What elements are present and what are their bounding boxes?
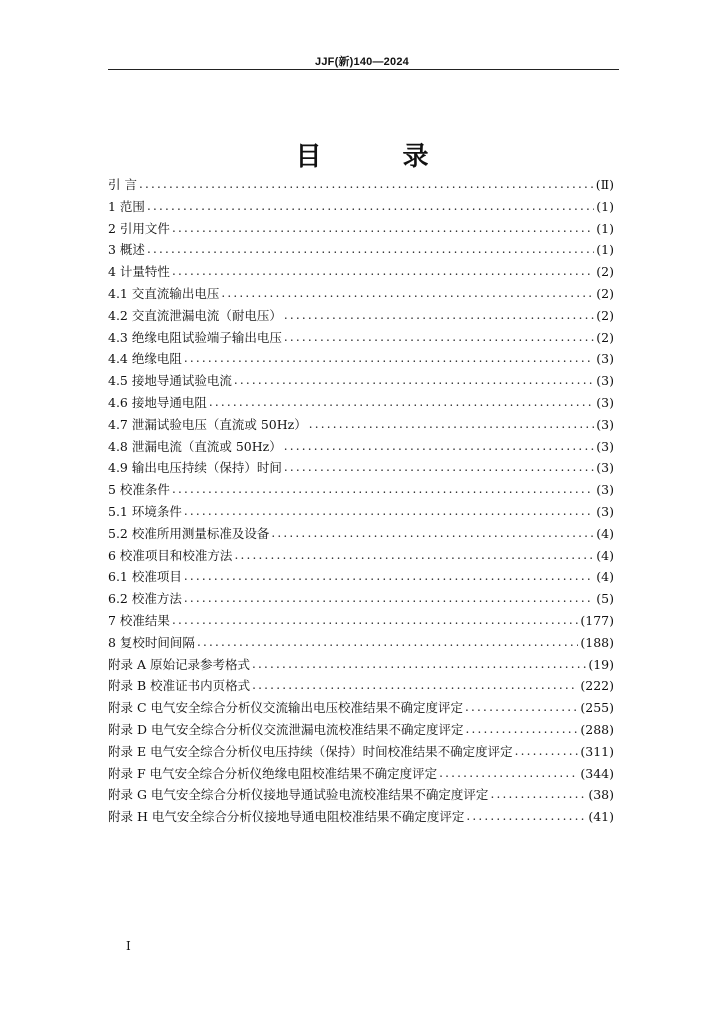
toc-entry-label: 4.5 接地导通试验电流	[108, 373, 232, 389]
toc-entry-label: 4.8 泄漏电流（直流或 50Hz）	[108, 438, 282, 454]
toc-entry[interactable]	[108, 348, 614, 370]
toc-entry-page: (2)	[596, 264, 614, 280]
toc-entry-label: 6 校准项目和校准方法	[108, 547, 233, 563]
toc-entry-page: (5)	[596, 591, 614, 607]
dot-leader	[465, 697, 578, 719]
dot-leader	[252, 654, 586, 676]
toc-entry-page: (3)	[596, 351, 614, 367]
dot-leader	[271, 523, 594, 545]
toc-entry-page: (2)	[596, 285, 614, 301]
toc-entry-label: 附录 G 电气安全综合分析仪接地导通试验电流校准结果不确定度评定	[108, 787, 489, 803]
toc-entry-page: (3)	[596, 503, 614, 519]
dot-leader	[184, 501, 594, 523]
toc-entry-label: 6.1 校准项目	[108, 569, 182, 585]
toc-entry[interactable]	[108, 218, 614, 240]
toc-entry[interactable]	[108, 545, 614, 567]
toc-entry-page: (3)	[596, 482, 614, 498]
toc-entry-label: 附录 B 校准证书内页格式	[108, 678, 251, 694]
toc-entry-label: 附录 C 电气安全综合分析仪交流输出电压校准结果不确定度评定	[108, 700, 464, 716]
dot-leader	[439, 763, 578, 785]
dot-leader	[515, 741, 579, 763]
toc-entry[interactable]	[108, 632, 614, 654]
toc-entry-label: 1 范围	[108, 198, 145, 214]
dot-leader	[147, 239, 594, 261]
toc-entry[interactable]	[108, 588, 614, 610]
toc-entry-page: (188)	[580, 634, 614, 650]
toc-entry-label: 5.1 环境条件	[108, 503, 182, 519]
toc-entry-label: 4.9 输出电压持续（保持）时间	[108, 460, 282, 476]
toc-entry[interactable]	[108, 261, 614, 283]
dot-leader	[284, 436, 595, 458]
toc-entry[interactable]	[108, 436, 614, 458]
toc-title: 目 录	[295, 142, 465, 172]
toc-entry[interactable]	[108, 283, 614, 305]
toc-entry-page: (177)	[580, 612, 614, 628]
toc-entry-label: 4.2 交直流泄漏电流（耐电压）	[108, 307, 282, 323]
toc-entry-label: 4.3 绝缘电阻试验端子输出电压	[108, 329, 282, 345]
dot-leader	[172, 261, 594, 283]
toc-entry[interactable]	[108, 610, 614, 632]
dot-leader	[252, 675, 578, 697]
toc-entry[interactable]	[108, 196, 614, 218]
toc-entry-page: (3)	[596, 416, 614, 432]
toc-entry[interactable]	[108, 457, 614, 479]
toc-entry[interactable]	[108, 741, 614, 763]
toc-entry[interactable]	[108, 697, 614, 719]
toc-entry[interactable]	[108, 392, 614, 414]
toc-entry-page: (Ⅱ)	[595, 177, 614, 192]
toc-entry-page: (19)	[588, 656, 614, 672]
dot-leader	[139, 174, 594, 196]
dot-leader	[284, 305, 594, 327]
toc-entry[interactable]	[108, 327, 614, 349]
toc-entry-label: 附录 H 电气安全综合分析仪接地导通电阻校准结果不确定度评定	[108, 809, 465, 825]
toc-entry[interactable]	[108, 784, 614, 806]
toc-entry-page: (4)	[596, 525, 614, 541]
toc-entry-page: (255)	[580, 700, 614, 716]
toc-entry-page: (288)	[580, 721, 614, 737]
toc-entry[interactable]	[108, 174, 614, 196]
toc-entry[interactable]	[108, 305, 614, 327]
dot-leader	[184, 348, 594, 370]
toc-entry[interactable]	[108, 239, 614, 261]
header-divider	[108, 69, 619, 70]
toc-entry-page: (1)	[596, 198, 614, 214]
toc-entry[interactable]	[108, 806, 614, 828]
toc-entry[interactable]	[108, 675, 614, 697]
toc-entry[interactable]	[108, 654, 614, 676]
toc-entry-label: 附录 F 电气安全综合分析仪绝缘电阻校准结果不确定度评定	[108, 765, 438, 781]
dot-leader	[172, 218, 594, 240]
dot-leader	[197, 632, 578, 654]
toc-entry[interactable]	[108, 763, 614, 785]
toc-entry-label: 6.2 校准方法	[108, 591, 182, 607]
dot-leader	[284, 327, 594, 349]
toc-entry-label: 附录 E 电气安全综合分析仪电压持续（保持）时间校准结果不确定度评定	[108, 743, 513, 759]
dot-leader	[234, 545, 594, 567]
toc-entry-label: 附录 A 原始记录参考格式	[108, 656, 250, 672]
toc-entry[interactable]	[108, 719, 614, 741]
toc-entry-page: (344)	[580, 765, 614, 781]
dot-leader	[172, 479, 594, 501]
toc-entry[interactable]	[108, 479, 614, 501]
dot-leader	[465, 719, 578, 741]
toc-entry-page: (2)	[596, 307, 614, 323]
toc-entry[interactable]	[108, 414, 614, 436]
toc-entry-label: 2 引用文件	[108, 220, 170, 236]
dot-leader	[221, 283, 594, 305]
toc-entry-label: 7 校准结果	[108, 612, 170, 628]
toc-entry-label: 5.2 校准所用测量标准及设备	[108, 525, 270, 541]
toc-entry-page: (3)	[596, 394, 614, 410]
dot-leader	[309, 414, 595, 436]
toc-entry-label: 4.6 接地导通电阻	[108, 394, 207, 410]
toc-entry-page: (4)	[596, 569, 614, 585]
dot-leader	[184, 566, 594, 588]
dot-leader	[184, 588, 594, 610]
dot-leader	[209, 392, 594, 414]
toc-entry-label: 4.7 泄漏试验电压（直流或 50Hz）	[108, 416, 307, 432]
table-of-contents	[108, 174, 614, 828]
toc-entry-page: (3)	[596, 373, 614, 389]
toc-entry[interactable]	[108, 523, 614, 545]
toc-entry-page: (3)	[596, 438, 614, 454]
toc-entry-page: (311)	[580, 743, 614, 759]
dot-leader	[147, 196, 594, 218]
toc-entry-label: 4.1 交直流输出电压	[108, 285, 220, 301]
toc-entry-page: (2)	[596, 329, 614, 345]
standard-code-header: JJF(新)140—2024	[315, 56, 409, 68]
page-number: I	[126, 939, 131, 953]
toc-entry[interactable]	[108, 370, 614, 392]
toc-entry-page: (1)	[596, 220, 614, 236]
toc-entry-label: 8 复校时间间隔	[108, 634, 195, 650]
dot-leader	[172, 610, 578, 632]
toc-entry-label: 4 计量特性	[108, 264, 170, 280]
toc-entry-page: (38)	[588, 787, 614, 803]
toc-entry-page: (4)	[596, 547, 614, 563]
toc-entry-label: 引 言	[108, 177, 137, 192]
toc-entry[interactable]	[108, 566, 614, 588]
toc-entry-page: (222)	[580, 678, 614, 694]
toc-entry-label: 3 概述	[108, 242, 145, 258]
toc-entry-label: 4.4 绝缘电阻	[108, 351, 182, 367]
toc-entry-label: 附录 D 电气安全综合分析仪交流泄漏电流校准结果不确定度评定	[108, 721, 464, 737]
toc-entry-page: (41)	[588, 809, 614, 825]
toc-entry-page: (1)	[596, 242, 614, 258]
dot-leader	[284, 457, 594, 479]
dot-leader	[466, 806, 586, 828]
toc-entry-label: 5 校准条件	[108, 482, 170, 498]
toc-entry-page: (3)	[596, 460, 614, 476]
toc-entry[interactable]	[108, 501, 614, 523]
dot-leader	[490, 784, 586, 806]
dot-leader	[234, 370, 594, 392]
